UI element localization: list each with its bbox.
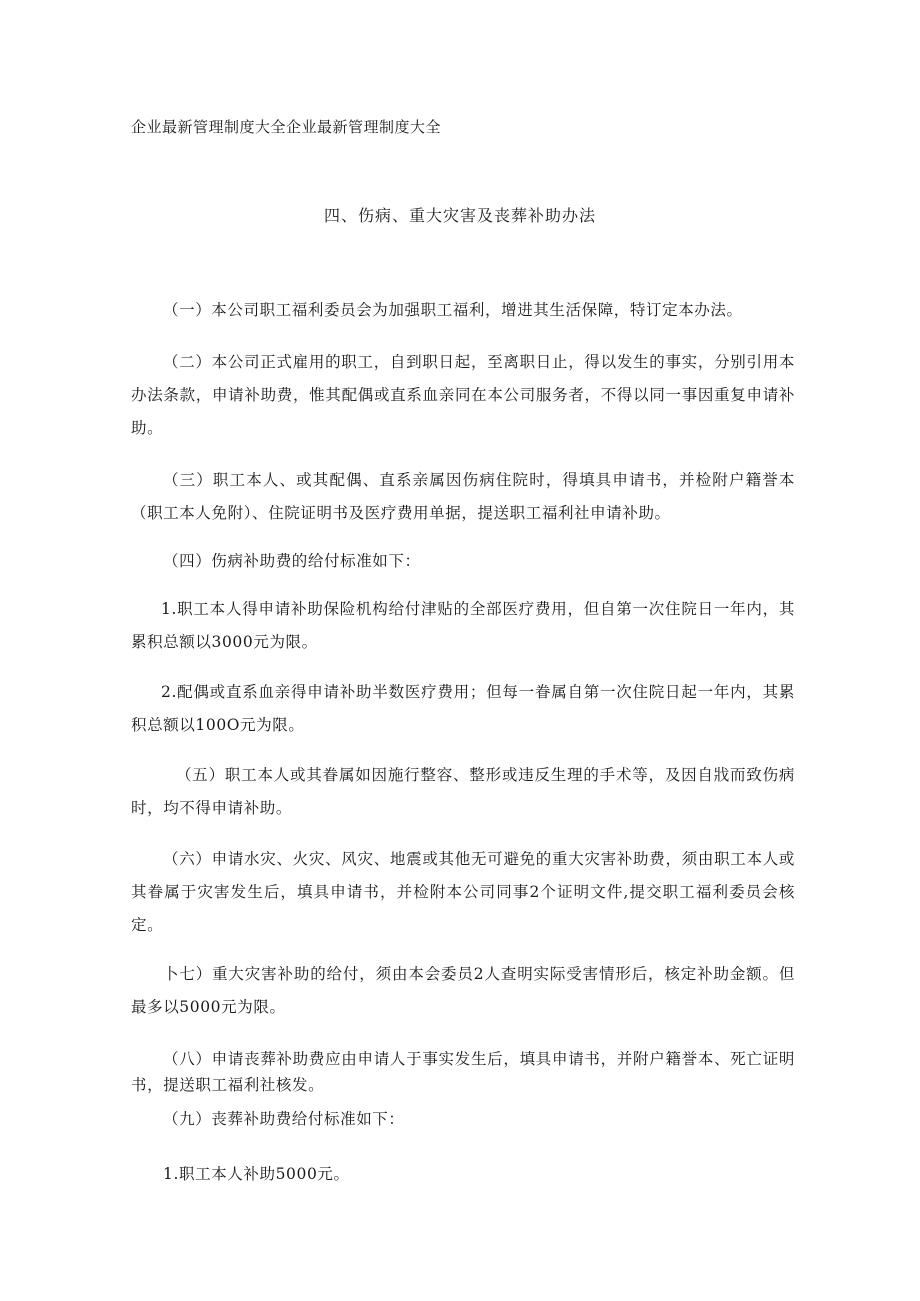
section-title: 四、伤病、重大灾害及丧葬补助办法 bbox=[323, 206, 596, 225]
paragraph-10: （八）申请丧葬补助费应由申请人于事实发生后，填具申请书，并附户籍誉本、死亡证明书，提送职工福利社核发。 bbox=[131, 1050, 795, 1094]
paragraph-6: 2.配偶或直系血亲得申请补助半数医疗费用；但每一眷属自第一次住院日起一年内，其累积总额以100O元为限。 bbox=[131, 683, 795, 734]
paragraph-7: （五）职工本人或其眷属如因施行整容、整形或违反生理的手术等，及因自戕而致伤病时，均不得申请补助。 bbox=[131, 766, 795, 817]
paragraph-3: （三）职工本人、或其配偶、直系亲属因伤病住院时，得填具申请书，并检附户籍誉本（职工本人免附）、住院证明书及医疗费用单据，提送职工福利社申请补助。 bbox=[131, 471, 795, 522]
paragraph-2: （二）本公司正式雇用的职工，自到职日起，至离职日止，得以发生的事实，分别引用本办法条款，申请补助费，惟其配偶或直系血亲同在本公司服务者，不得以同一事因重复申请补助。 bbox=[131, 353, 795, 437]
paragraph-8: （六）申请水灾、火灾、风灾、地震或其他无可避免的重大灾害补助费，须由职工本人或其眷属于灾害发生后，填具申请书，并检附本公司同事2个证明文件,提交职工福利委员会核定。 bbox=[131, 850, 795, 934]
paragraph-11: （九）丧葬补助费给付标准如下： bbox=[163, 1110, 405, 1128]
paragraph-4: （四）伤病补助费的给付标准如下： bbox=[163, 552, 421, 570]
paragraph-1: （一）本公司职工福利委员会为加强职工福利，增进其生活保障，特订定本办法。 bbox=[163, 301, 743, 319]
paragraph-9: 卜七）重大灾害补助的给付，须由本会委员2人查明实际受害情形后，核定补助金额。但最多以5000元为限。 bbox=[131, 965, 795, 1016]
paragraph-5: 1.职工本人得申请补助保险机构给付津贴的全部医疗费用，但自第一次住院日一年内，其累积总额以3000元为限。 bbox=[131, 600, 795, 651]
paragraph-12: 1.职工本人补助5000元。 bbox=[163, 1165, 350, 1183]
page-header: 企业最新管理制度大全企业最新管理制度大全 bbox=[131, 118, 442, 136]
